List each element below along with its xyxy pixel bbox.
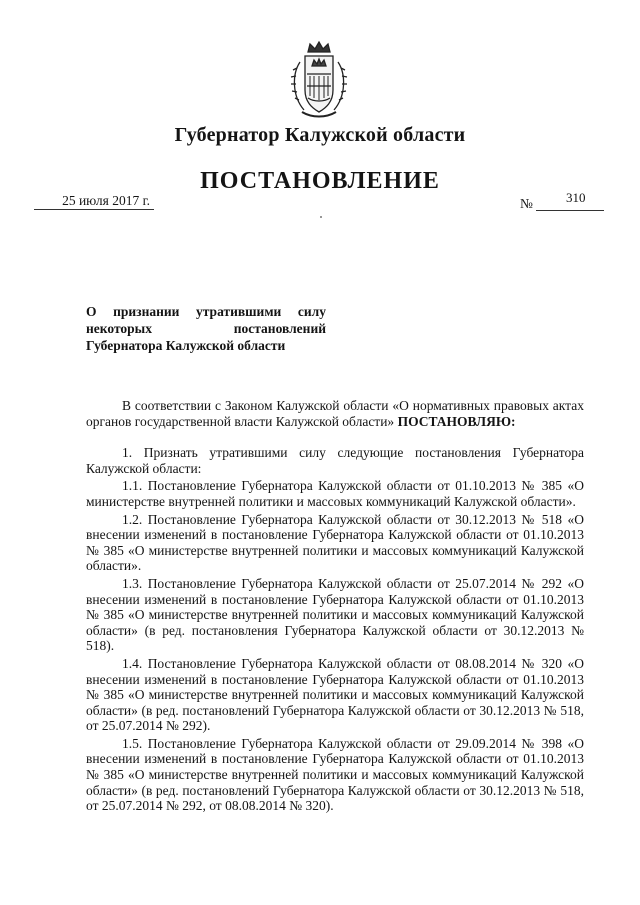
document-date: 25 июля 2017 г. bbox=[34, 192, 154, 210]
decree-keyword: ПОСТАНОВЛЯЮ: bbox=[397, 413, 516, 429]
sub-item-1-2: 1.2. Постановление Губернатора Калужской области от 30.12.2013 № 518 «О внесении изменений в постановление Губернатора Калужской области от 01.10.2013 № 385 «О министерстве внутренней политики и массовых коммуникаций Калужской области». bbox=[86, 511, 584, 574]
document-number bbox=[520, 190, 604, 212]
sub-item-1-1: 1.1. Постановление Губернатора Калужской области от 01.10.2013 № 385 «О министерстве внутренней политики и массовых коммуникаций Калужской области». bbox=[86, 478, 584, 509]
authority-title: Губернатор Калужской области bbox=[174, 124, 466, 146]
number-underline bbox=[536, 210, 604, 211]
document-subject bbox=[86, 303, 326, 354]
subject-line: Губернатора Калужской области bbox=[86, 338, 286, 353]
document-body bbox=[86, 398, 584, 816]
preamble bbox=[86, 398, 584, 429]
sub-item-1-5: 1.5. Постановление Губернатора Калужской области от 29.09.2014 № 398 «О внесении изменений в постановление Губернатора Калужской области от 01.10.2013 № 385 «О министерстве внутренней политики и массовых коммуникаций Калужской области» (в ред. постановлений Губернатора Калужской области от 30.12.2013 № 518, от 25.07.2014 № 292, от 08.08.2014 № 320). bbox=[86, 735, 584, 814]
item-1: 1. Признать утратившими силу следующие постановления Губернатора Калужской области: bbox=[86, 445, 584, 476]
stray-mark bbox=[320, 216, 322, 218]
sub-item-1-3: 1.3. Постановление Губернатора Калужской области от 25.07.2014 № 292 «О внесении изменений в постановление Губернатора Калужской области от 01.10.2013 № 385 «О министерстве внутренней политики и массовых коммуникаций Калужской области» (в ред. постановления Губернатора Калужской области от 30.12.2013 № 518). bbox=[86, 575, 584, 654]
number-value: 310 bbox=[566, 190, 586, 205]
coat-of-arms-icon bbox=[286, 40, 352, 122]
sub-item-1-4: 1.4. Постановление Губернатора Калужской области от 08.08.2014 № 320 «О внесении изменений в постановление Губернатора Калужской области от 01.10.2013 № 385 «О министерстве внутренней политики и массовых коммуникаций Калужской области» (в ред. постановлений Губернатора Калужской области от 30.12.2013 № 518, от 25.07.2014 № 292). bbox=[86, 655, 584, 734]
preamble-text: В соответствии с Законом Калужской области «О нормативных правовых актах органов государственной власти Калужской области» bbox=[86, 398, 584, 429]
document-type: ПОСТАНОВЛЕНИЕ bbox=[200, 168, 440, 194]
number-sign: № bbox=[520, 196, 533, 211]
subject-line: некоторых постановлений bbox=[86, 321, 326, 336]
subject-line: О признании утратившими силу bbox=[86, 304, 326, 319]
